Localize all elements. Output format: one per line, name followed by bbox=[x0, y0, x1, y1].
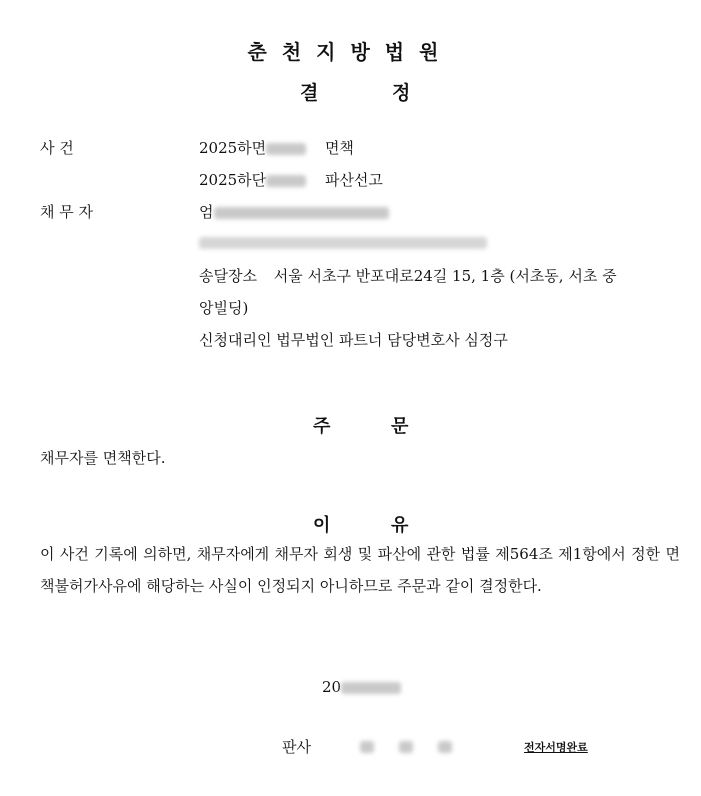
date-prefix: 20 bbox=[322, 678, 342, 696]
case-number-1-prefix: 2025하면 bbox=[199, 139, 267, 157]
case-label: 사 건 bbox=[40, 139, 74, 157]
decision-date bbox=[322, 678, 401, 696]
title-char-2: 정 bbox=[392, 82, 411, 104]
redaction bbox=[266, 143, 306, 155]
redaction bbox=[199, 237, 487, 249]
case-type-1: 면책 bbox=[324, 139, 354, 157]
service-address-line bbox=[199, 265, 617, 286]
case-type-2: 파산선고 bbox=[324, 171, 383, 189]
legal-agent: 신청대리인 법무법인 파트너 담당변호사 심정구 bbox=[199, 331, 508, 349]
redaction bbox=[266, 175, 306, 187]
service-address-cont: 앙빌딩) bbox=[199, 299, 249, 317]
service-label: 송달장소 bbox=[199, 267, 257, 285]
debtor-label: 채 무 자 bbox=[40, 203, 94, 221]
case-line-2 bbox=[199, 169, 383, 190]
judge-label: 판사 bbox=[282, 738, 311, 756]
debtor-name-line bbox=[199, 201, 389, 222]
service-address: 서울 서초구 반포대로24길 15, 1층 (서초동, 서초 중 bbox=[273, 267, 617, 285]
reason-text: 이 사건 기록에 의하면, 채무자에게 채무자 회생 및 파산에 관한 법률 제564조 제1항에서 정한 면책불허가사유에 해당하는 사실이 인정되지 아니하므로 주문과 같이 결정한다. bbox=[40, 545, 680, 595]
debtor-name-prefix: 엄 bbox=[199, 203, 214, 221]
judge-name-redacted bbox=[360, 736, 452, 755]
order-text: 채무자를 면책한다. bbox=[40, 449, 166, 467]
redaction bbox=[214, 207, 389, 219]
title-char-1: 결 bbox=[300, 82, 319, 104]
case-number-2-prefix: 2025하단 bbox=[199, 171, 267, 189]
case-line-1 bbox=[199, 137, 354, 158]
debtor-address-line bbox=[199, 233, 487, 251]
e-signature-stamp: 전자서명완료 bbox=[524, 741, 588, 754]
court-name: 춘천지방법원 bbox=[247, 40, 454, 64]
redaction bbox=[341, 682, 401, 694]
